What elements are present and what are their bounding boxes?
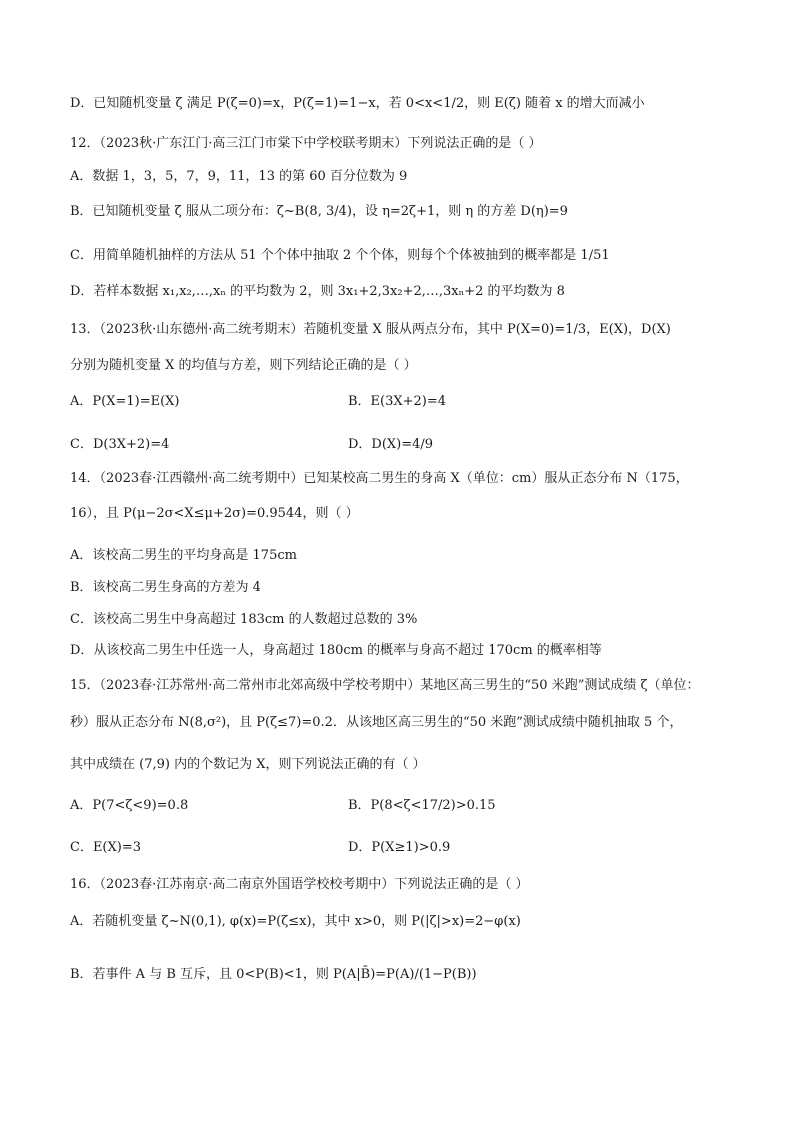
q13-option-c: C．D(3X+2)=4 (70, 437, 170, 452)
q15-stem-cont2: 其中成绩在 (7,9) 内的个数记为 X，则下列说法正确的有（ ） (70, 757, 426, 772)
q12-option-d: D．若样本数据 x₁,x₂,…,xₙ 的平均数为 2，则 3x₁+2,3x₂+2,…,3xₙ+2 的平均数为 8 (70, 284, 565, 299)
q15-option-d: D．P(X≥1)>0.9 (348, 840, 451, 855)
q16-option-a: A．若随机变量 ζ~N(0,1), φ(x)=P(ζ≤x)，其中 x>0，则 P(|ζ|>x)=2−φ(x) (70, 914, 521, 929)
q14-option-d: D．从该校高二男生中任选一人，身高超过 180cm 的概率与身高不超过 170cm 的概率相等 (70, 643, 602, 658)
q13-stem: 13．（2023秋·山东德州·高二统考期末）若随机变量 X 服从两点分布，其中 P(X=0)=1/3，E(X)，D(X) (70, 322, 671, 337)
q11-option-d: D．已知随机变量 ζ 满足 P(ζ=0)=x，P(ζ=1)=1−x，若 0<x<1/2，则 E(ζ) 随着 x 的增大而减小 (70, 96, 645, 111)
q14-option-a: A．该校高二男生的平均身高是 175cm (70, 548, 297, 563)
q15-option-a: A．P(7<ζ<9)=0.8 (70, 798, 189, 813)
q13-stem-cont: 分别为随机变量 X 的均值与方差，则下列结论正确的是（ ） (70, 358, 417, 373)
q13-option-a: A．P(X=1)=E(X) (70, 394, 180, 409)
q16-stem: 16．（2023春·江苏南京·高二南京外国语学校校考期中）下列说法正确的是（ ） (70, 877, 529, 892)
q13-option-b: B．E(3X+2)=4 (348, 394, 447, 409)
q14-option-b: B．该校高二男生身高的方差为 4 (70, 580, 261, 595)
q15-option-b: B．P(8<ζ<17/2)>0.15 (348, 798, 496, 813)
q12-option-b: B．已知随机变量 ζ 服从二项分布：ζ~B(8, 3/4)，设 η=2ζ+1，则 η 的方差 D(η)=9 (70, 204, 568, 219)
q12-stem: 12．（2023秋·广东江门·高三江门市棠下中学校联考期末）下列说法正确的是（ ） (70, 136, 542, 151)
q15-stem: 15．（2023春·江苏常州·高二常州市北郊高级中学校考期中）某地区高三男生的“50 米跑”测试成绩 ζ（单位： (70, 678, 700, 693)
q16-option-b: B．若事件 A 与 B 互斥，且 0<P(B)<1，则 P(A|B̄)=P(A)/(1−P(B)) (70, 967, 477, 982)
q12-option-a: A．数据 1，3，5，7，9，11，13 的第 60 百分位数为 9 (70, 169, 408, 184)
q15-option-c: C．E(X)=3 (70, 840, 141, 855)
q14-stem: 14．（2023春·江西赣州·高二统考期中）已知某校高二男生的身高 X（单位：cm）服从正态分布 N（175， (70, 471, 689, 486)
q13-option-d: D．D(X)=4/9 (348, 437, 434, 452)
q14-option-c: C．该校高二男生中身高超过 183cm 的人数超过总数的 3% (70, 612, 418, 627)
q14-stem-cont: 16），且 P(μ−2σ<X≤μ+2σ)=0.9544，则（ ） (70, 506, 359, 521)
q15-stem-cont: 秒）服从正态分布 N(8,σ²)，且 P(ζ≤7)=0.2．从该地区高三男生的“50 米跑”测试成绩中随机抽取 5 个， (70, 715, 683, 730)
q12-option-c: C．用简单随机抽样的方法从 51 个个体中抽取 2 个个体，则每个个体被抽到的概率都是 1/51 (70, 248, 610, 263)
